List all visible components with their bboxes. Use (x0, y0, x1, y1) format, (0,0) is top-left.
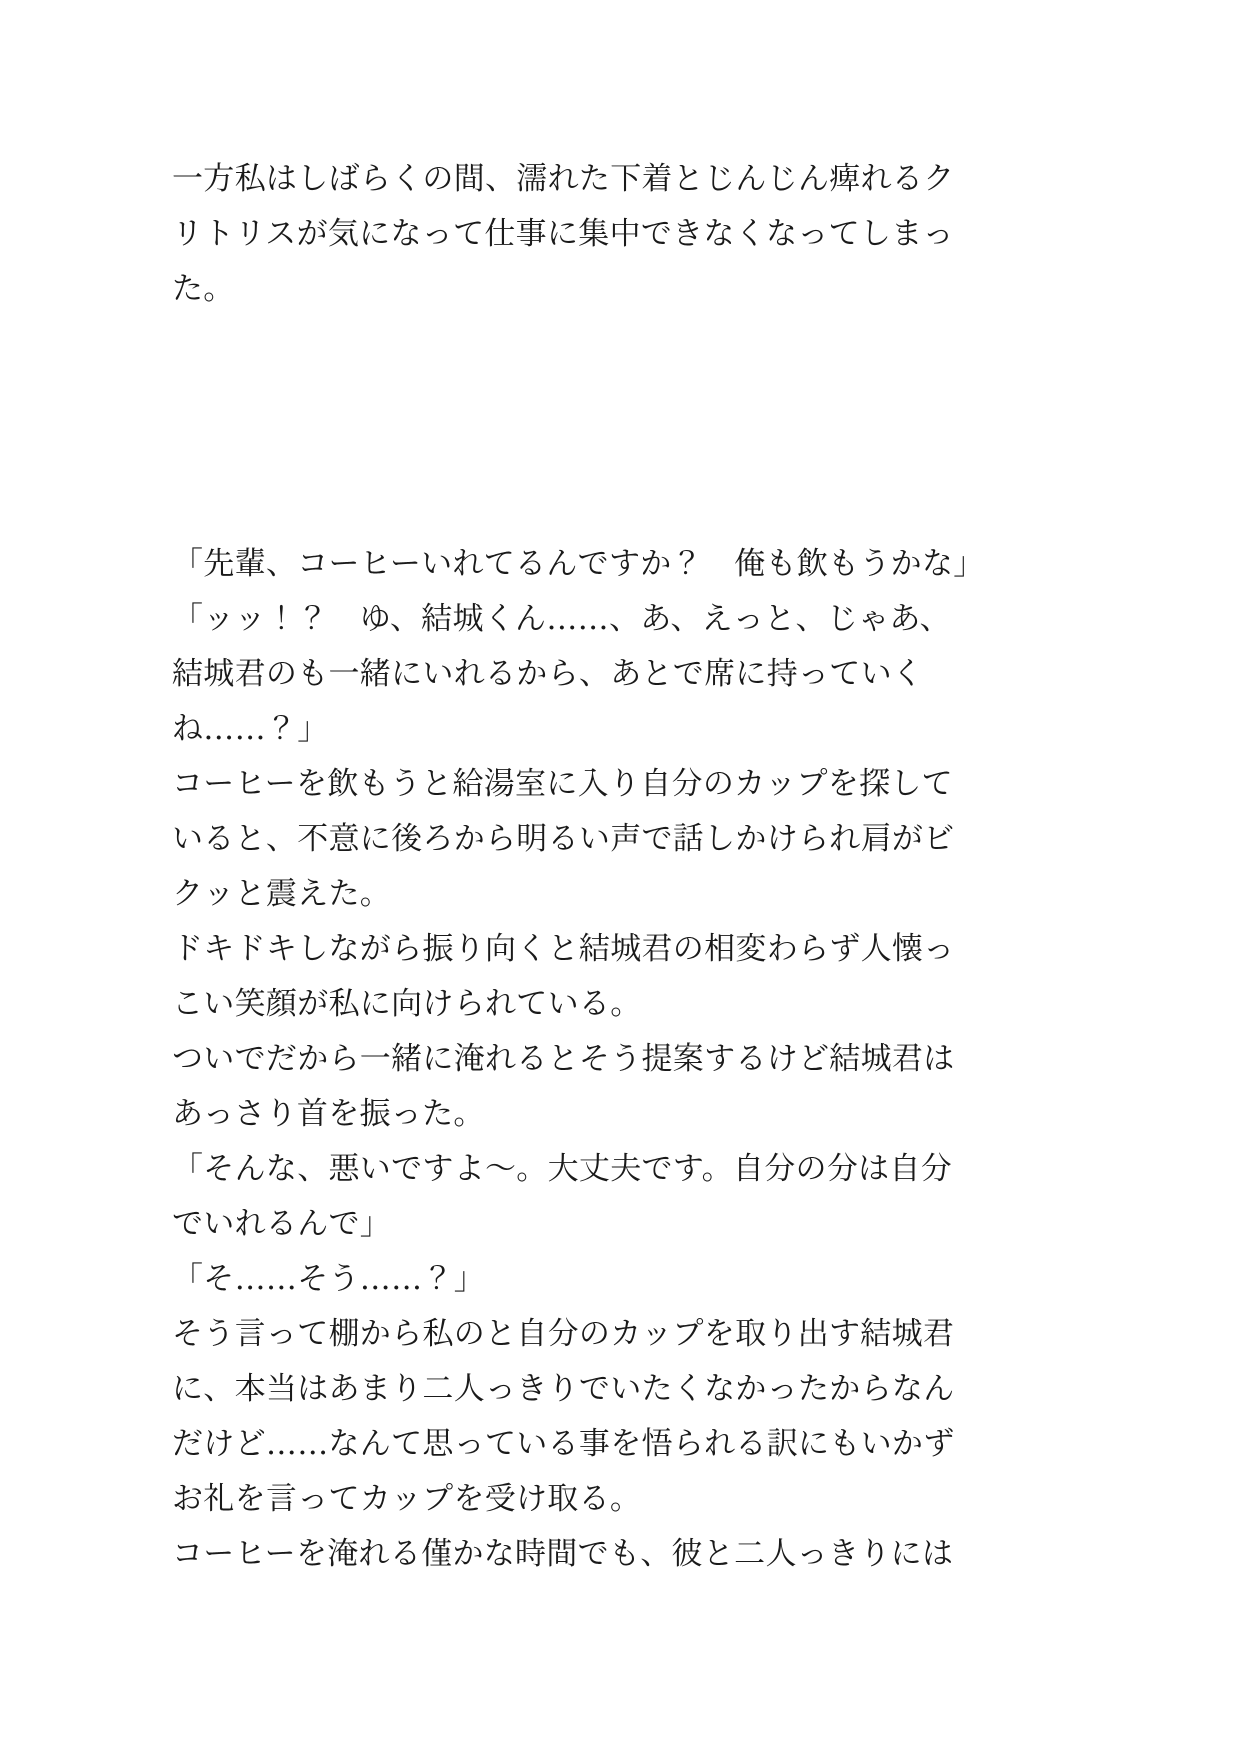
text-line: 「そんな、悪いですよ～。大丈夫です。自分の分は自分 (172, 1151, 953, 1187)
text-line: だけど……なんて思っている事を悟られる訳にもいかず (172, 1426, 955, 1462)
blank-line (172, 427, 1130, 482)
blank-line (172, 482, 1130, 537)
text-line: に、本当はあまり二人っきりでいたくなかったからなん (172, 1371, 955, 1407)
text-line: コーヒーを飲もうと給湯室に入り自分のカップを探して (172, 766, 953, 802)
text-line: ついでだから一緒に淹れるとそう提案するけど結城君は (172, 1041, 955, 1077)
text-line: ドキドキしながら振り向くと結城君の相変わらず人懐っ (172, 931, 955, 967)
text-line: た。 (172, 271, 235, 307)
blank-line (172, 372, 1130, 427)
blank-line (172, 317, 1130, 372)
text-line: お礼を言ってカップを受け取る。 (172, 1481, 642, 1517)
text-line: こい笑顔が私に向けられている。 (172, 986, 642, 1022)
text-line: ね……？」 (172, 711, 329, 747)
text-line: コーヒーを淹れる僅かな時間でも、彼と二人っきりには (172, 1536, 954, 1572)
text-line: そう言って棚から私のと自分のカップを取り出す結城君 (172, 1316, 955, 1352)
text-line: 一方私はしばらくの間、濡れた下着とじんじん痺れるク (172, 161, 955, 197)
text-line: クッと震えた。 (172, 876, 392, 912)
text-line: 「そ……そう……？」 (172, 1261, 485, 1297)
text-line: 「ッッ！？ ゆ、結城くん……、あ、えっと、じゃあ、 (172, 601, 951, 637)
text-line: でいれるんで」 (172, 1206, 392, 1242)
text-line: いると、不意に後ろから明るい声で話しかけられ肩がビ (172, 821, 955, 857)
text-line: 「先輩、コーヒーいれてるんですか？ 俺も飲もうかな」 (172, 546, 985, 582)
text-line: あっさり首を振った。 (172, 1096, 485, 1132)
text-line: 結城君のも一緒にいれるから、あとで席に持っていく (172, 656, 924, 692)
text-line: リトリスが気になって仕事に集中できなくなってしまっ (172, 216, 954, 252)
